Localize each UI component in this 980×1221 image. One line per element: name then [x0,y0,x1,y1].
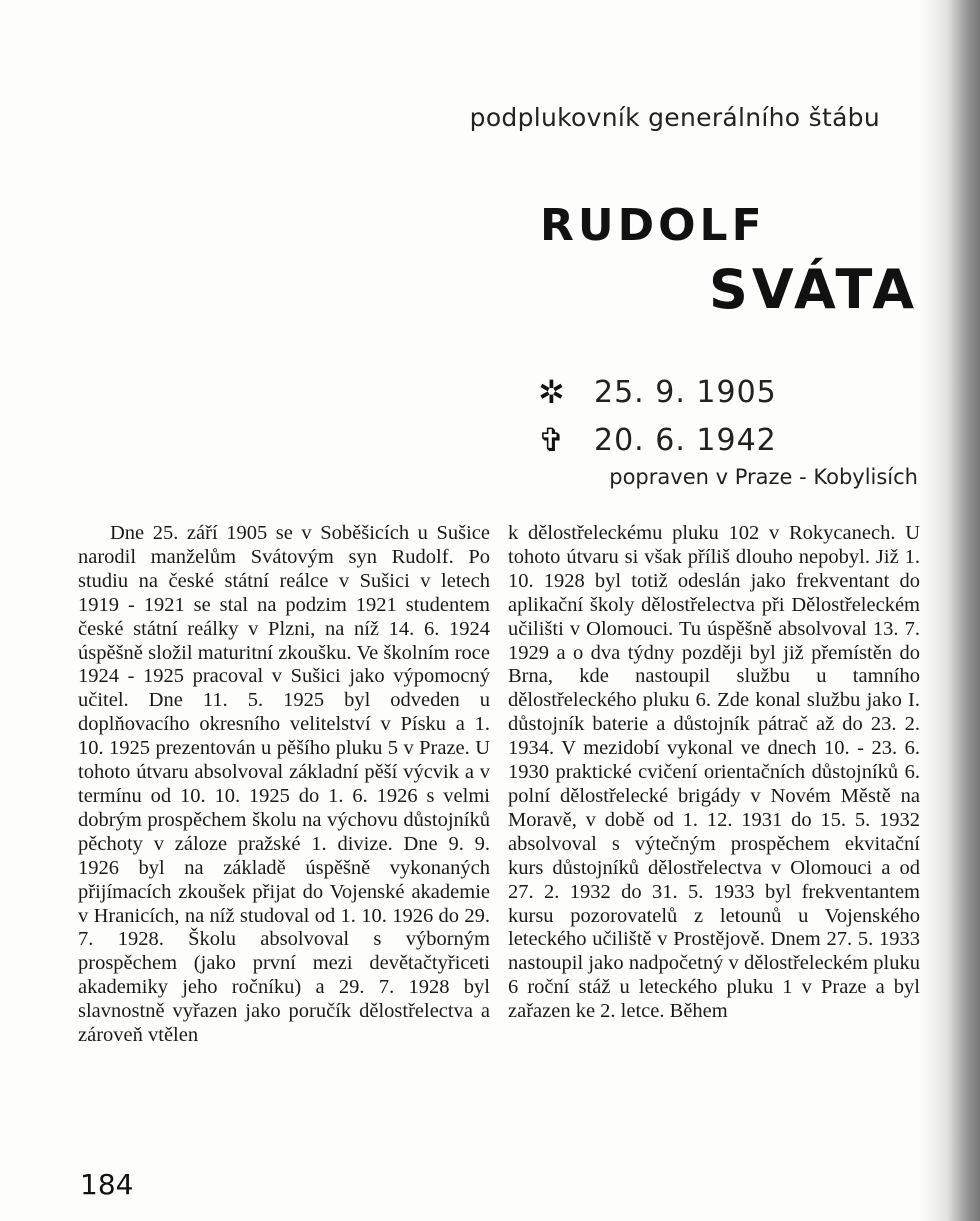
death-place: popraven v Praze - Kobylisích [609,465,918,489]
page-binding-shadow [920,0,980,1221]
first-name-heading: RUDOLF [540,200,766,251]
rank-title: podplukovník generálního štábu [469,103,880,132]
birth-date: 25. 9. 1905 [594,374,777,410]
death-date: 20. 6. 1942 [594,422,777,458]
life-dates [538,368,938,464]
body-text-right-column: k dělostřeleckému pluku 102 v Rokycanech. U tohoto útvaru si však příliš dlouho nepobyl. Již 1. 10. 1928 byl totiž odeslán jako frekventant do aplikační školy dělostřelectva při Dělostřeleckém učilišti v Olomouci. Tu úspěšně absolvoval 13. 7. 1929 a o dva týdny později byl již přemístěn do Brna, kde nastoupil službu u tamního dělostřeleckého pluku 6. Zde konal službu jako I. důstojník baterie a důstojník pátrač až do 23. 2. 1934. V mezidobí vykonal ve dnech 10. - 23. 6. 1930 praktické cvičení orientačních důstojníků 6. polní dělostřelecké brigády v Novém Městě na Moravě, v době od 1. 12. 1931 do 15. 5. 1932 absolvoval s výtečným prospěchem ekvitační kurs důstojníků dělostřelectva v Olomouci a od 27. 2. 1932 do 31. 5. 1933 byl frekventantem kursu pozorovatelů z letounů u Vojenského leteckého učiliště v Prostějově. Dnem 27. 5. 1933 nastoupil jako nadpočetný v dělostřeleckém pluku 6 roční stáž u leteckého pluku 1 v Praze a byl zařazen ke 2. letce. Během [508,522,920,1023]
last-name-heading: SVÁTA [708,258,918,321]
birth-star-icon: ✲ [538,373,565,411]
page-number: 184 [80,1168,134,1201]
body-text-left-column: Dne 25. září 1905 se v Soběšicích u Sušice narodil manželům Svátovým syn Rudolf. Po studiu na české státní reálce v Sušici v letech 1919 - 1921 se stal na podzim 1921 studentem české státní reálky v Plzni, na níž 14. 6. 1924 úspěšně složil maturitní zkoušku. Ve školním roce 1924 - 1925 pracoval v Sušici jako výpomocný učitel. Dne 11. 5. 1925 byl odveden u doplňovacího okresního velitelství v Písku a 1. 10. 1925 prezentován u pěšího pluku 5 v Praze. U tohoto útvaru absolvoval základní pěší výcvik a v termínu od 10. 10. 1925 do 1. 6. 1926 s velmi dobrým prospěchem školu na výchovu důstojníků pěchoty v záloze pražské 1. divize. Dne 9. 9. 1926 byl na základě úspěšně vykonaných přijímacích zkoušek přijat do Vojenské akademie v Hranicích, na níž studoval od 1. 10. 1926 do 29. 7. 1928. Školu absolvoval s výborným prospěchem (jako první mezi devětačtyřiceti akademiky jeho ročníku) a 29. 7. 1928 byl slavnostně vyřazen jako poručík dělostřelectva a zároveň vtělen [78,522,490,1047]
death-row [538,416,938,464]
birth-row [538,368,938,416]
death-cross-icon: ✞ [538,421,565,459]
